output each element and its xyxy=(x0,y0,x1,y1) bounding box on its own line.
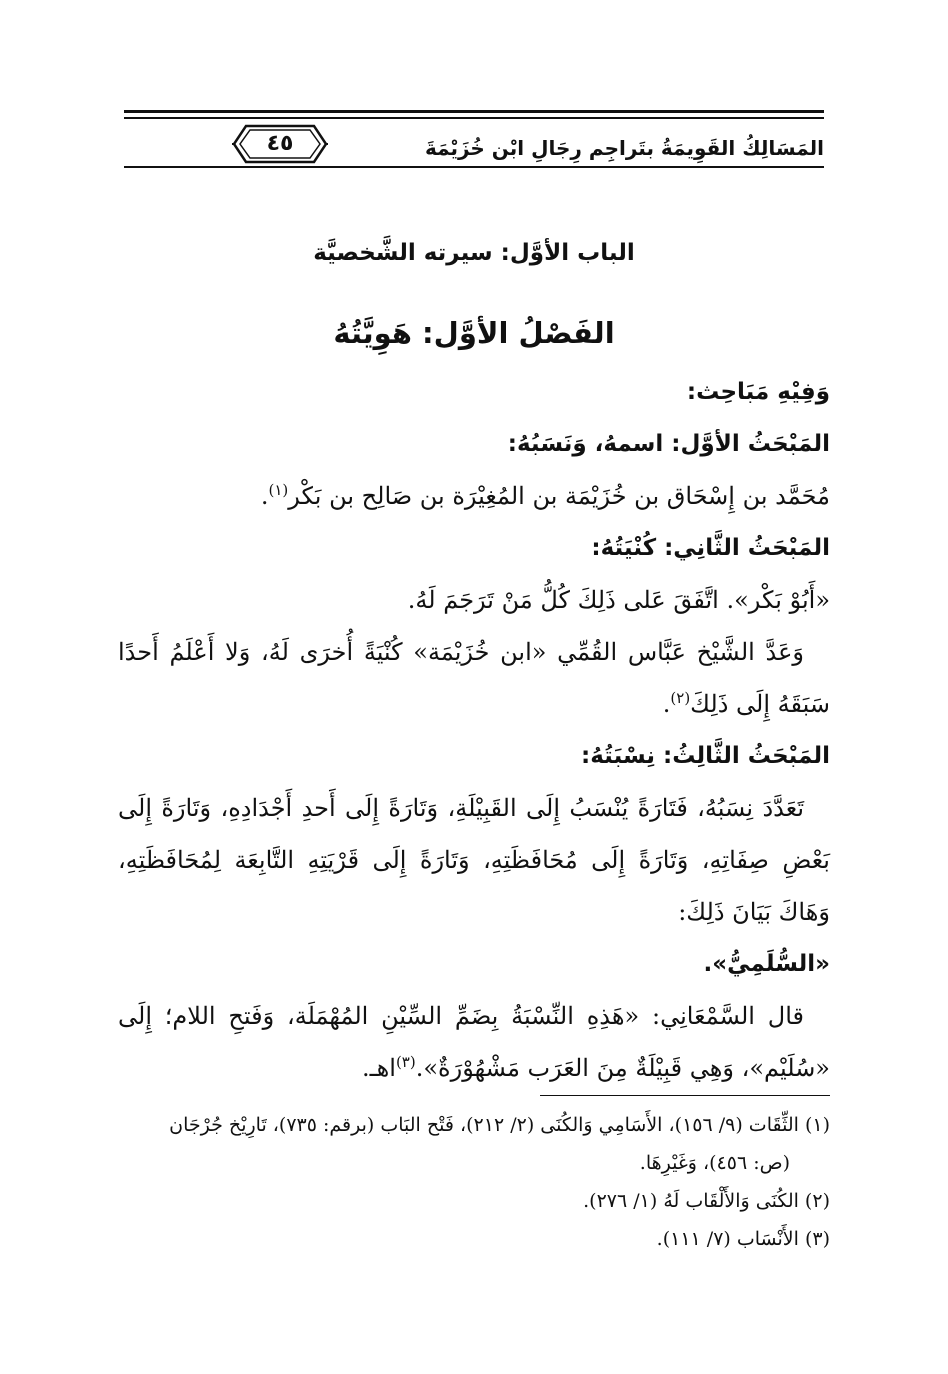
samani-paragraph xyxy=(118,990,830,1094)
running-title: المَسَالِكُ القَوِيمَةُ بتَراجِم رِجَالِ ابْن خُزَيْمَةَ xyxy=(424,136,824,160)
header-rule xyxy=(124,166,824,168)
chapter-heading: الباب الأوَّل: سيرته الشَّخصيَّة xyxy=(313,240,635,266)
page-number: ٤٥ xyxy=(266,131,294,156)
footnote-1: (١) الثِّقَات (٩/ ١٥٦)، الأَسَامِي وَالكُنَى (٢/ ٢١٢)، فَتْح البَاب (برقم: ٧٣٥)، تَارِيْخ جُرْجَان xyxy=(169,1114,830,1136)
footnote-ref-2: (٢) xyxy=(670,689,691,707)
footnotes xyxy=(118,1106,830,1258)
sulami-line: «السُّلَمِيُّ». xyxy=(703,951,830,977)
body-text xyxy=(118,366,830,1094)
name-line xyxy=(118,470,830,522)
mabhath-3-title: المَبْحَثُ الثَّالِثُ: نِسْبَتُهُ: xyxy=(581,743,830,769)
nisba-paragraph: تَعَدَّدَ نِسَبُهُ، فَتَارَةً يُنْسَبُ إِلَى القَبِيْلَةِ، وَتَارَةً إِلَى أَحدِ أَجْدَادِهِ، وَتَارَةً إِلَى بَعْضِ صِفَاتِهِ، وَتَارَةً إِلَى مُحَافَظَتِهِ، وَتَارَةً إِلَى قَرْيَتِهِ التَّابِعَة لِمُحَافَظَتِهِ، وَهَاكَ بَيَانَ ذَلِكَ: xyxy=(118,794,830,926)
footnote-3: (٣) الأَنْسَاب (٧/ ١١١). xyxy=(656,1228,830,1250)
page-number-ornament xyxy=(232,122,328,166)
mabhath-1-title: المَبْحَثُ الأوَّل: اسمهُ، وَنَسَبُهُ: xyxy=(507,431,830,457)
header-double-rule-bottom xyxy=(124,117,824,119)
name-end: . xyxy=(260,482,269,510)
header-double-rule-top xyxy=(124,110,824,113)
name-text: مُحَمَّد بن إِسْحَاق بن خُزَيْمَة بن المُغِيْرَة بن صَالِح بن بَكْر xyxy=(288,482,830,510)
footnote-ref-3: (٣) xyxy=(395,1053,416,1071)
section-heading: الفَصْلُ الأوَّل: هَوِيَّتُهُ xyxy=(333,316,615,350)
intro-line: وَفِيْهِ مَبَاحِث: xyxy=(686,379,830,405)
footnote-separator xyxy=(540,1095,830,1096)
samani-end: اهـ. xyxy=(361,1054,396,1082)
footnote-1-continued: (ص: ٤٥٦)، وَغَيْرِهَا. xyxy=(639,1152,790,1174)
kunya-text: وَعَدَّ الشَّيْخ عَبَّاس القُمِّي «ابن خُزَيْمَة» كُنْيَةً أُخرَى لَهُ، وَلا أَعْلَمُ أَحدًا سَبَقَهُ إِلَى ذَلِكَ xyxy=(118,638,830,718)
kunya-line: «أَبُوْ بَكْر». اتَّفَقَ عَلى ذَلِكَ كُلُّ مَنْ تَرَجَمَ لَهُ. xyxy=(407,586,830,614)
footnote-ref-1: (١) xyxy=(268,481,289,499)
kunya-paragraph xyxy=(118,626,830,730)
samani-text: قال السَّمْعَانِي: «هَذِهِ النِّسْبَةُ بِضَمِّ السِّيْنِ المُهْمَلَة، وَفَتحِ اللام؛ إِلَى «سُلَيْم»، وَهِي قَبِيْلَةٌ مِنَ العَرَب مَشْهُوْرَةٌ». xyxy=(118,1002,830,1082)
footnote-2: (٢) الكُنَى وَالأَلْقَاب لَهُ (١/ ٢٧٦). xyxy=(583,1190,830,1212)
kunya-end: . xyxy=(662,690,671,718)
mabhath-2-title: المَبْحَثُ الثَّانِي: كُنْيَتُهُ: xyxy=(591,535,830,561)
